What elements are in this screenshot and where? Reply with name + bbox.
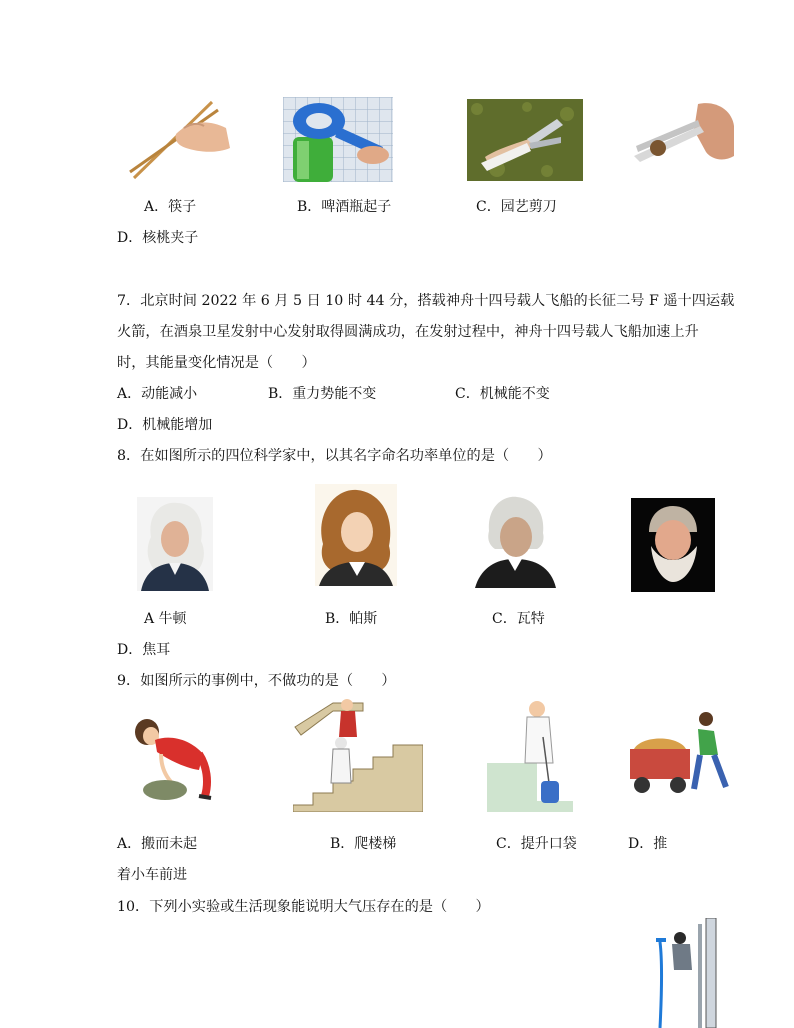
q8-stem: 8．在如图所示的四位科学家中，以其名字命名功率单位的是（ ） [117, 448, 552, 464]
q7-stem-line1: 7．北京时间 2022 年 6 月 5 日 10 时 44 分，搭载神舟十四号载人飞船的长征二号 F 遥十四运载 [117, 293, 735, 309]
q7-option-b[interactable]: B．重力势能不变 [268, 386, 377, 402]
walnut-cracker-image [628, 100, 736, 166]
lifting-bag-illustration [487, 697, 573, 812]
water-pipe-illustration [652, 918, 720, 1028]
lifting-stone-illustration [125, 710, 213, 802]
pascal-portrait [315, 484, 397, 586]
pushing-cart-illustration [628, 709, 732, 795]
chopsticks-image [128, 98, 232, 180]
q9-option-d[interactable]: D．推 [628, 836, 668, 852]
q7-option-d[interactable]: D．机械能增加 [117, 417, 213, 433]
q7-option-a[interactable]: A．动能减小 [117, 386, 198, 402]
newton-portrait [137, 497, 213, 591]
q7-stem-line2: 火箭，在酒泉卫星发射中心发射取得圆满成功，在发射过程中，神舟十四号载人飞船加速上升 [117, 324, 699, 340]
joule-portrait [631, 498, 715, 592]
q8-option-b[interactable]: B．帕斯 [325, 611, 378, 627]
q8-option-d[interactable]: D．焦耳 [117, 642, 171, 658]
q9-stem: 9．如图所示的事例中，不做功的是（ ） [117, 673, 396, 689]
q9-option-b[interactable]: B．爬楼梯 [330, 836, 397, 852]
q8-option-a[interactable]: A 牛顿 [144, 611, 187, 627]
q6-option-a[interactable]: A．筷子 [144, 199, 197, 215]
q9-option-d-continued: 着小车前进 [117, 867, 187, 883]
q6-option-c[interactable]: C．园艺剪刀 [476, 199, 557, 215]
q10-stem: 10．下列小实验或生活现象能说明大气压存在的是（ ） [117, 899, 490, 915]
q6-option-d[interactable]: D．核桃夹子 [117, 230, 199, 246]
garden-shears-image [467, 99, 583, 181]
q8-option-c[interactable]: C．瓦特 [492, 611, 545, 627]
q9-option-a[interactable]: A．搬而未起 [117, 836, 198, 852]
q7-stem-line3: 时，其能量变化情况是（ ） [117, 355, 316, 371]
q9-option-c[interactable]: C．提升口袋 [496, 836, 577, 852]
q7-option-c[interactable]: C．机械能不变 [455, 386, 550, 402]
watt-portrait [473, 491, 558, 588]
q6-option-b[interactable]: B．啤酒瓶起子 [297, 199, 392, 215]
bottle-opener-image [283, 97, 393, 182]
climbing-stairs-illustration [293, 697, 423, 812]
